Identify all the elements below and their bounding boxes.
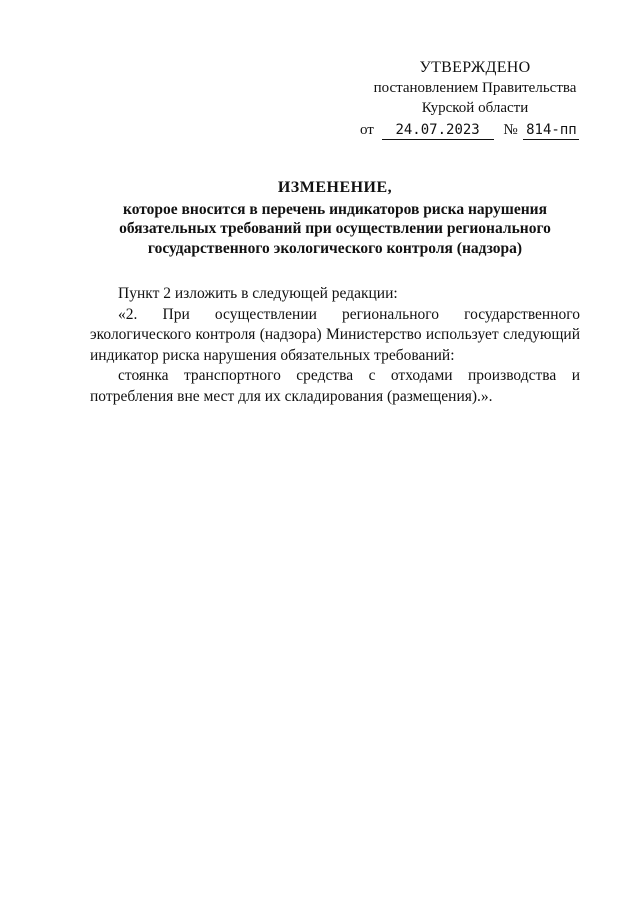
document-title: [90, 178, 580, 258]
approval-heading: УТВЕРЖДЕНО: [419, 59, 531, 76]
title-line: которое вносится в перечень индикаторов риска нарушения: [122, 200, 548, 218]
clause-line: индикатор риска нарушения обязательных требований:: [90, 346, 455, 364]
title-line: обязательных требований при осуществлении регионального: [119, 220, 551, 237]
approval-date-number-line: [360, 120, 590, 140]
title-line: государственного экологического контроля (надзора): [147, 239, 523, 257]
approval-date: 24.07.2023: [382, 122, 494, 140]
date-prefix: от: [360, 122, 374, 138]
intro-paragraph: Пункт 2 изложить в следующей редакции:: [118, 285, 398, 302]
indicator-line: стоянка транспортного средства с отходами производства и: [118, 367, 580, 385]
clause-line: «2. При осуществлении регионального государственного: [118, 305, 580, 323]
approval-region: Курской области: [421, 100, 529, 116]
document-body: [90, 284, 580, 408]
approval-number: 814-пп: [523, 122, 579, 140]
approval-authority: постановлением Правительства: [373, 80, 577, 96]
number-prefix: №: [503, 122, 518, 138]
indicator-line: потребления вне мест для их складирования (размещения).».: [90, 387, 493, 405]
title-main: ИЗМЕНЕНИЕ,: [277, 179, 393, 196]
clause-line: экологического контроля (надзора) Министерство использует следующий: [90, 326, 580, 344]
approval-stamp: [360, 58, 590, 140]
